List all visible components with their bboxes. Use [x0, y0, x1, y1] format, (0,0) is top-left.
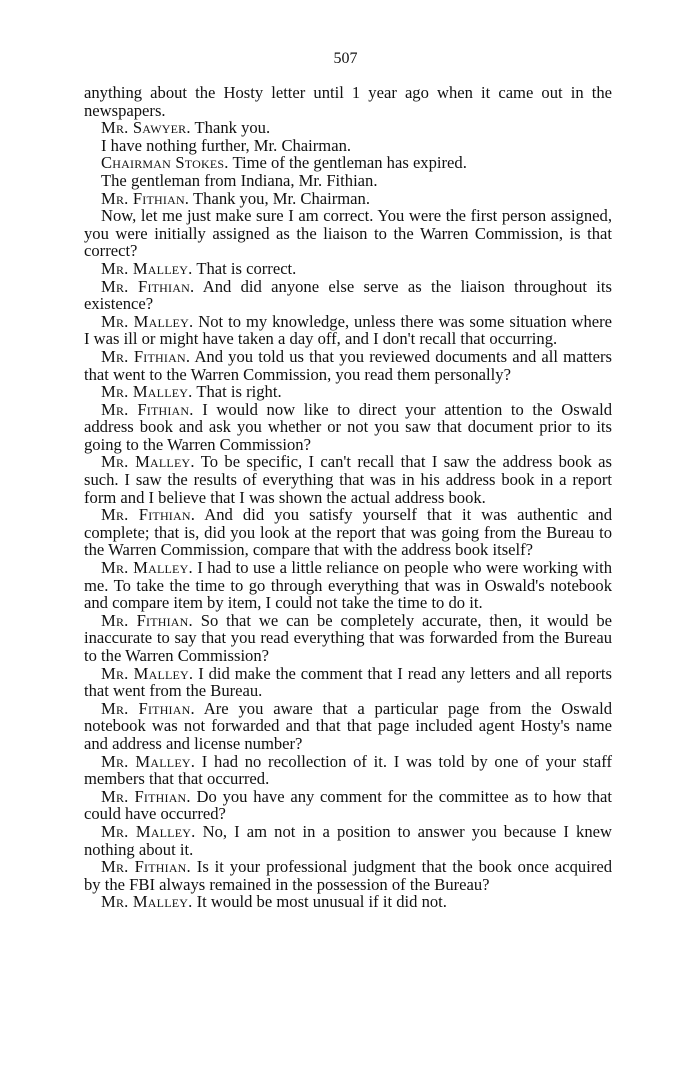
transcript-paragraph: [84, 154, 612, 172]
speaker-name: Mr. Malley.: [101, 892, 193, 912]
paragraph-text: The gentleman from Indiana, Mr. Fithian.: [101, 170, 378, 190]
transcript-paragraph: [84, 612, 612, 665]
speaker-name: Mr. Malley.: [101, 311, 194, 331]
speaker-name: Mr. Fithian.: [101, 857, 191, 877]
paragraph-text: No, I am not in a position to answer you because I knew nothing about it.: [84, 821, 613, 859]
transcript-paragraph: [84, 893, 612, 911]
transcript-paragraph: [84, 313, 612, 348]
transcript-paragraph: [84, 260, 612, 278]
paragraph-text: I would now like to direct your attention to the Oswald address book and ask you whether or not you saw that document prior to its going to the Warren Commission?: [84, 399, 612, 454]
speaker-name: Mr. Fithian.: [101, 610, 193, 630]
transcript-paragraph: [84, 348, 612, 383]
paragraph-text: Do you have any comment for the committee as to how that could have occurred?: [84, 786, 612, 824]
paragraph-text: Now, let me just make sure I am correct. You were the first person assigned, you were initially assigned as the liaison to the Warren Commission, is that correct?: [84, 206, 612, 261]
speaker-name: Mr. Malley.: [101, 452, 195, 472]
speaker-name: Mr. Malley.: [101, 382, 193, 402]
transcript-paragraph: [84, 665, 612, 700]
paragraph-text: So that we can be completely accurate, then, it would be inaccurate to say that you read everything that was forwarded from the Bureau to the Warren Commission?: [84, 610, 612, 665]
paragraph-text: That is correct.: [196, 258, 297, 278]
transcript-paragraph: [84, 172, 612, 190]
transcript-paragraph: [84, 858, 612, 893]
paragraph-text: And you told us that you reviewed documents and all matters that went to the Warren Commission, you read them personally?: [84, 346, 613, 384]
speaker-name: Mr. Fithian.: [101, 276, 195, 296]
paragraph-text: And did anyone else serve as the liaison throughout its existence?: [84, 276, 612, 314]
paragraph-text: Thank you, Mr. Chairman.: [193, 188, 370, 208]
speaker-name: Mr. Malley.: [101, 258, 193, 278]
transcript-paragraph: [84, 823, 612, 858]
transcript-paragraph: [84, 453, 612, 506]
paragraph-text: Are you aware that a particular page from the Oswald notebook was not forwarded and that that page included agent Hosty's name and address and license number?: [84, 698, 613, 753]
paragraph-text: Time of the gentleman has expired.: [232, 153, 467, 173]
speaker-name: Mr. Fithian.: [101, 188, 190, 208]
transcript-paragraph: [84, 401, 612, 454]
transcript-paragraph: [84, 278, 612, 313]
speaker-name: Mr. Fithian.: [101, 698, 195, 718]
transcript-paragraph: [84, 788, 612, 823]
speaker-name: Mr. Fithian.: [101, 346, 191, 366]
paragraph-text: I had no recollection of it. I was told by one of your staff members that that occurred.: [84, 751, 612, 789]
paragraph-text: Thank you.: [194, 118, 271, 138]
transcript-paragraph: [84, 700, 612, 753]
speaker-name: Mr. Fithian.: [101, 399, 194, 419]
transcript-body: [84, 84, 612, 911]
transcript-paragraph: [84, 383, 612, 401]
paragraph-text: anything about the Hosty letter until 1 year ago when it came out in the newspapers.: [84, 83, 612, 120]
paragraph-text: I did make the comment that I read any letters and all reports that went from the Bureau.: [84, 663, 612, 701]
speaker-name: Mr. Malley.: [101, 821, 196, 841]
paragraph-text: To be specific, I can't recall that I saw the address book as such. I saw the results of everything that was in his address book in a report form and I believe that I was shown the actual address book.: [84, 452, 613, 507]
speaker-name: Chairman Stokes.: [101, 153, 229, 173]
transcript-paragraph: [84, 753, 612, 788]
paragraph-text: It would be most unusual if it did not.: [196, 892, 447, 912]
speaker-name: Mr. Malley.: [101, 558, 193, 578]
speaker-name: Mr. Malley.: [101, 663, 194, 683]
page-number: 507: [333, 50, 358, 67]
paragraph-text: Not to my knowledge, unless there was some situation where I was ill or might have taken a day off, and I don't recall that occurring.: [84, 311, 613, 349]
speaker-name: Mr. Sawyer.: [101, 118, 191, 138]
paragraph-text: That is right.: [196, 382, 282, 402]
transcript-paragraph: [84, 506, 612, 559]
paragraph-text: I had to use a little reliance on people who were working with me. To take the time to go through everything that was in Oswald's notebook and compare item by item, I could not take the time to do it.: [84, 558, 613, 613]
transcript-paragraph: [84, 559, 612, 612]
paragraph-text: Is it your professional judgment that the book once acquired by the FBI always remained in the possession of the Bureau?: [84, 857, 613, 894]
speaker-name: Mr. Malley.: [101, 751, 196, 771]
transcript-paragraph: [84, 137, 612, 155]
transcript-paragraph: [84, 119, 612, 137]
paragraph-text: And did you satisfy yourself that it was authentic and complete; that is, did you look at the report that was going from the Bureau to the Warren Commission, compare that with the address book itself?: [84, 505, 613, 560]
paragraph-text: I have nothing further, Mr. Chairman.: [101, 135, 352, 155]
speaker-name: Mr. Fithian.: [101, 505, 196, 525]
transcript-paragraph: [84, 84, 612, 119]
transcript-paragraph: [84, 207, 612, 260]
speaker-name: Mr. Fithian.: [101, 786, 191, 806]
transcript-paragraph: [84, 190, 612, 208]
